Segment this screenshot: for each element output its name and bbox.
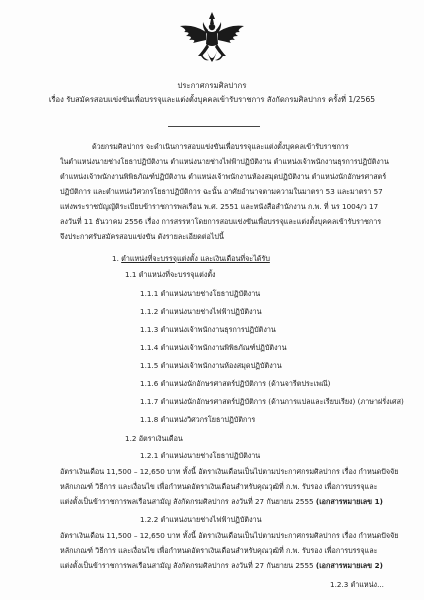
intro-line: แห่งพระราชบัญญัติระเบียบข้าราชการพลเรือน พ.ศ. 2551 และหนังสือสำนักงาน ก.พ. ที่ นร 1004/ว 17: [60, 202, 379, 211]
continuation-text: 1.2.3 ตำแหน่ง...: [330, 580, 384, 589]
position-item: 1.1.5 ตำแหน่งเจ้าพนักงานห้องสมุดปฏิบัติงาน: [140, 361, 282, 370]
section-number: 1.: [112, 254, 119, 263]
salary-heading: 1.2.2 ตำแหน่งนายช่างไฟฟ้าปฏิบัติงาน: [140, 515, 262, 524]
subsection-heading: 1.2 อัตราเงินเดือน: [125, 434, 183, 443]
intro-line: ด้วยกรมศิลปากร จะดำเนินการสอบแข่งขันเพื่อบรรจุและแต่งตั้งบุคคลเข้ารับราชการ: [92, 142, 349, 151]
position-item: 1.1.6 ตำแหน่งนักอักษรศาสตร์ปฏิบัติการ (ด้านจารีตประเพณี): [140, 379, 331, 388]
salary-text: อัตราเงินเดือน 11,500 – 12,650 บาท ทั้งนี้ อัตราเงินเดือนเป็นไปตามประกาศกรมศิลปากร เรื่อง กำหนดปัจจัย: [60, 467, 399, 476]
divider-line: [168, 126, 260, 127]
position-item: 1.1.1 ตำแหน่งนายช่างโยธาปฏิบัติงาน: [140, 289, 261, 298]
salary-text-main: แต่งตั้งเป็นข้าราชการพลเรือนสามัญ สังกัดกรมศิลปากร ลงวันที่ 27 กันยายน 2555: [60, 561, 316, 570]
salary-text: อัตราเงินเดือน 11,500 – 12,650 บาท ทั้งนี้ อัตราเงินเดือนเป็นไปตามประกาศกรมศิลปากร เรื่อง กำหนดปัจจัย: [60, 531, 399, 540]
position-item: 1.1.8 ตำแหน่งวิศวกรโยธาปฏิบัติการ: [140, 415, 256, 424]
position-item: 1.1.7 ตำแหน่งนักอักษรศาสตร์ปฏิบัติการ (ด้านการแปลและเรียบเรียง) (ภาษาฝรั่งเศส): [140, 397, 404, 406]
garuda-emblem: [176, 10, 248, 72]
salary-text-main: แต่งตั้งเป็นข้าราชการพลเรือนสามัญ สังกัดกรมศิลปากร ลงวันที่ 27 กันยายน 2555: [60, 497, 316, 506]
intro-line: ตำแหน่งเจ้าพนักงานพิพิธภัณฑ์ปฏิบัติงาน ตำแหน่งเจ้าพนักงานห้องสมุดปฏิบัติงาน ตำแหน่งนักอักษรศาสตร์: [60, 172, 387, 181]
salary-text: หลักเกณฑ์ วิธีการ และเงื่อนไข เพื่อกำหนดอัตราเงินเดือนสำหรับคุณวุฒิที่ ก.พ. รับรอง เพื่อการบรรจุและ: [60, 482, 378, 491]
salary-heading: 1.2.1 ตำแหน่งนายช่างโยธาปฏิบัติงาน: [140, 451, 261, 460]
salary-text: [60, 497, 383, 507]
intro-line: ปฏิบัติการ และตำแหน่งวิศวกรโยธาปฏิบัติการ ฉะนั้น อาศัยอำนาจตามความในมาตรา 53 และมาตรา 57: [60, 187, 383, 196]
salary-text: หลักเกณฑ์ วิธีการ และเงื่อนไข เพื่อกำหนดอัตราเงินเดือนสำหรับคุณวุฒิที่ ก.พ. รับรอง เพื่อการบรรจุและ: [60, 546, 378, 555]
position-item: 1.1.4 ตำแหน่งเจ้าพนักงานพิพิธภัณฑ์ปฏิบัติงาน: [140, 343, 287, 352]
subsection-heading: 1.1 ตำแหน่งที่จะบรรจุแต่งตั้ง: [125, 270, 216, 279]
intro-line: ลงวันที่ 11 ธันวาคม 2556 เรื่อง การสรรหาโดยการสอบแข่งขันเพื่อบรรจุและแต่งตั้งบุคคลเข้ารับราชการ: [60, 217, 382, 226]
section-title: ตำแหน่งที่จะบรรจุแต่งตั้ง และเงินเดือนที่จะได้รับ: [121, 254, 270, 263]
attachment-reference: (เอกสารหมายเลข 1): [315, 497, 383, 506]
intro-line: ในตำแหน่งนายช่างโยธาปฏิบัติงาน ตำแหน่งนายช่างไฟฟ้าปฏิบัติงาน ตำแหน่งเจ้าพนักงานธุรการปฏิบัติงาน: [60, 157, 389, 166]
position-item: 1.1.2 ตำแหน่งนายช่างไฟฟ้าปฏิบัติงาน: [140, 307, 262, 316]
salary-text: [60, 561, 383, 571]
attachment-reference: (เอกสารหมายเลข 2): [315, 561, 383, 570]
intro-line: จึงประกาศรับสมัครสอบแข่งขัน ดังรายละเอียดต่อไปนี้: [60, 232, 224, 241]
position-item: 1.1.3 ตำแหน่งเจ้าพนักงานธุรการปฏิบัติงาน: [140, 325, 276, 334]
issuer-title: ประกาศกรมศิลปากร: [177, 81, 247, 90]
section-heading: [112, 254, 270, 264]
document-subject: เรื่อง รับสมัครสอบแข่งขันเพื่อบรรจุและแต่งตั้งบุคคลเข้ารับราชการ สังกัดกรมศิลปากร ครั้งที่ 1/2565: [48, 95, 376, 104]
